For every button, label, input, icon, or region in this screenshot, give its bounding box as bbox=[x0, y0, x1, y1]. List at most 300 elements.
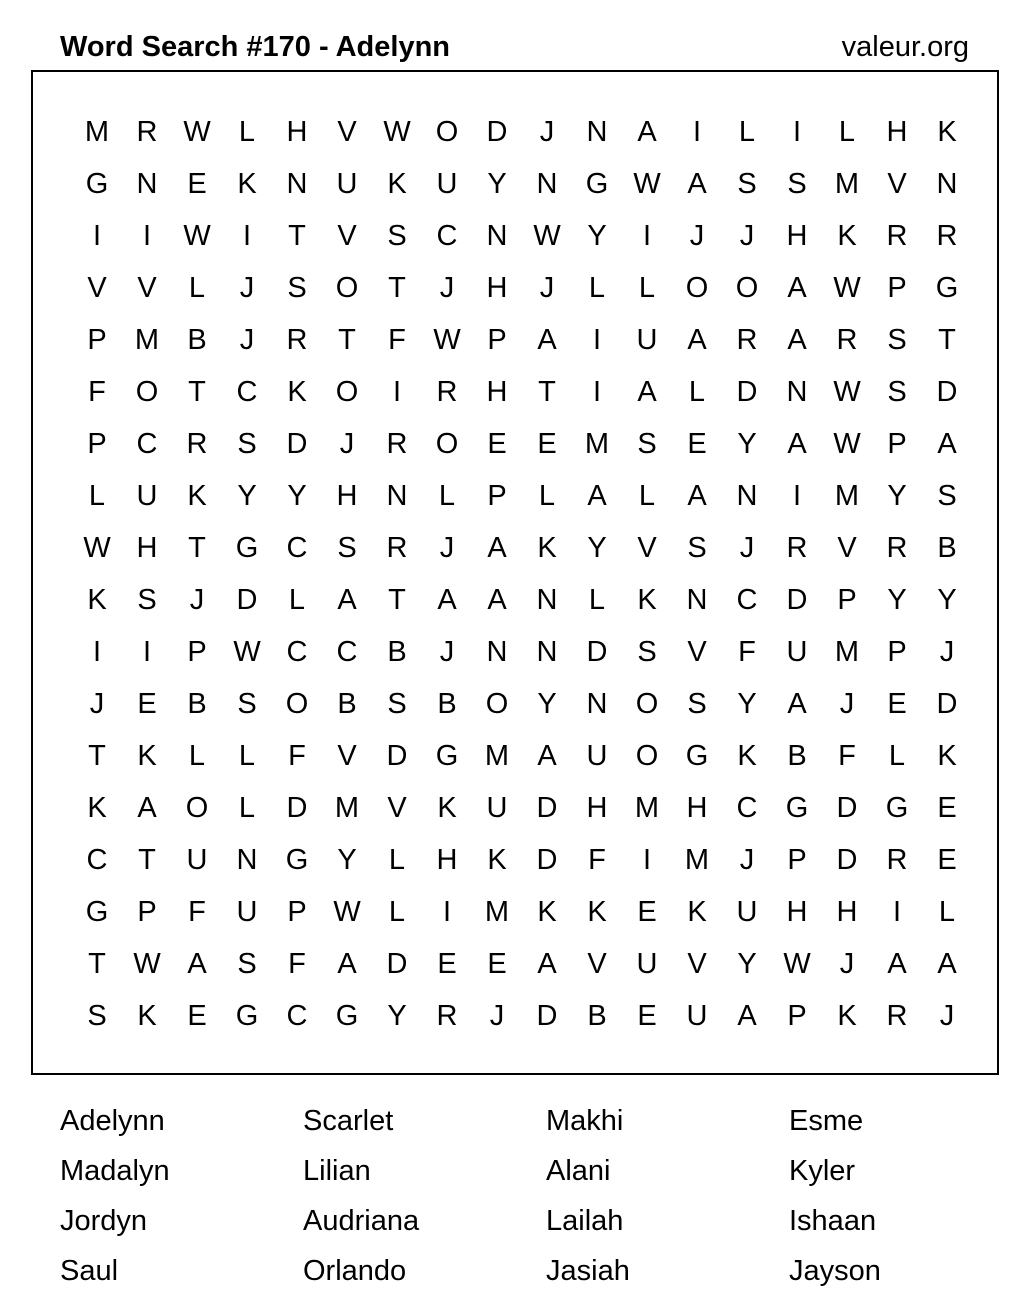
grid-letter: A bbox=[887, 948, 907, 980]
grid-letter: V bbox=[587, 948, 607, 980]
grid-letter: A bbox=[187, 948, 207, 980]
word-list-item: Jasiah bbox=[546, 1255, 630, 1287]
grid-letter: O bbox=[685, 272, 709, 304]
grid-letter: K bbox=[87, 792, 107, 824]
grid-letter: S bbox=[387, 688, 407, 720]
grid-letter: M bbox=[634, 792, 660, 824]
grid-letter: M bbox=[834, 168, 860, 200]
grid-letter: M bbox=[834, 636, 860, 668]
grid-letter: J bbox=[939, 1000, 955, 1032]
grid-letter: L bbox=[188, 740, 206, 772]
grid-letter: G bbox=[335, 1000, 359, 1032]
grid-letter: O bbox=[635, 688, 659, 720]
grid-letter: I bbox=[142, 636, 152, 668]
grid-letter: A bbox=[637, 116, 657, 148]
grid-letter: A bbox=[787, 272, 807, 304]
grid-letter: V bbox=[87, 272, 107, 304]
grid-letter: J bbox=[239, 272, 255, 304]
grid-letter: Y bbox=[237, 480, 257, 512]
grid-letter: J bbox=[939, 636, 955, 668]
grid-letter: N bbox=[286, 168, 308, 200]
word-list-item: Madalyn bbox=[60, 1155, 170, 1187]
grid-letter: H bbox=[786, 220, 808, 252]
grid-letter: J bbox=[539, 272, 555, 304]
grid-letter: O bbox=[635, 740, 659, 772]
grid-letter: G bbox=[235, 1000, 259, 1032]
grid-letter: K bbox=[937, 740, 957, 772]
grid-letter: A bbox=[737, 1000, 757, 1032]
grid-letter: O bbox=[335, 272, 359, 304]
grid-letter: K bbox=[937, 116, 957, 148]
grid-letter: W bbox=[633, 168, 661, 200]
grid-letter: U bbox=[136, 480, 158, 512]
grid-letter: G bbox=[885, 792, 909, 824]
grid-letter: A bbox=[687, 324, 707, 356]
grid-letter: I bbox=[792, 116, 802, 148]
grid-letter: W bbox=[133, 948, 161, 980]
grid-letter: R bbox=[186, 428, 208, 460]
grid-letter: K bbox=[537, 896, 557, 928]
grid-letter: A bbox=[537, 324, 557, 356]
grid-letter: G bbox=[435, 740, 459, 772]
grid-letter: M bbox=[684, 844, 710, 876]
grid-letter: I bbox=[592, 376, 602, 408]
grid-letter: A bbox=[537, 948, 557, 980]
grid-letter: V bbox=[687, 636, 707, 668]
grid-letter: N bbox=[536, 168, 558, 200]
grid-letter: C bbox=[736, 792, 758, 824]
grid-letter: H bbox=[886, 116, 908, 148]
grid-letter: I bbox=[392, 376, 402, 408]
grid-letter: S bbox=[937, 480, 957, 512]
grid-letter: L bbox=[438, 480, 456, 512]
grid-letter: J bbox=[839, 948, 855, 980]
grid-letter: T bbox=[188, 376, 206, 408]
grid-letter: Y bbox=[287, 480, 307, 512]
grid-letter: T bbox=[88, 740, 106, 772]
word-list-item: Audriana bbox=[303, 1205, 420, 1237]
grid-letter: P bbox=[887, 636, 907, 668]
grid-letter: I bbox=[442, 896, 452, 928]
grid-letter: D bbox=[836, 792, 858, 824]
grid-letter: K bbox=[137, 740, 157, 772]
grid-letter: G bbox=[785, 792, 809, 824]
grid-letter: S bbox=[787, 168, 807, 200]
grid-letter: J bbox=[739, 844, 755, 876]
grid-letter: F bbox=[188, 896, 206, 928]
grid-letter: S bbox=[887, 376, 907, 408]
grid-letter: K bbox=[687, 896, 707, 928]
grid-letter: K bbox=[737, 740, 757, 772]
grid-letter: W bbox=[833, 376, 861, 408]
grid-letter: L bbox=[938, 896, 956, 928]
word-list-item: Jayson bbox=[789, 1255, 881, 1287]
grid-letter: H bbox=[336, 480, 358, 512]
grid-letter: Y bbox=[537, 688, 557, 720]
grid-letter: Y bbox=[587, 220, 607, 252]
grid-letter: L bbox=[388, 844, 406, 876]
grid-letter: J bbox=[339, 428, 355, 460]
grid-letter: S bbox=[287, 272, 307, 304]
grid-letter: V bbox=[387, 792, 407, 824]
grid-letter: K bbox=[237, 168, 257, 200]
grid-letter: H bbox=[786, 896, 808, 928]
grid-letter: S bbox=[637, 636, 657, 668]
grid-letter: J bbox=[739, 220, 755, 252]
grid-letter: L bbox=[688, 376, 706, 408]
grid-letter: U bbox=[786, 636, 808, 668]
grid-letter: F bbox=[288, 948, 306, 980]
grid-letter: I bbox=[142, 220, 152, 252]
grid-letter: J bbox=[689, 220, 705, 252]
puzzle-board bbox=[31, 70, 999, 1075]
grid-letter: A bbox=[637, 376, 657, 408]
grid-letter: G bbox=[85, 896, 109, 928]
grid-letter: T bbox=[88, 948, 106, 980]
grid-letter: E bbox=[937, 844, 957, 876]
grid-letter: A bbox=[337, 584, 357, 616]
grid-letter: F bbox=[388, 324, 406, 356]
grid-letter: T bbox=[938, 324, 956, 356]
grid-letter: J bbox=[539, 116, 555, 148]
grid-letter: N bbox=[586, 116, 608, 148]
grid-letter: B bbox=[337, 688, 357, 720]
word-list-item: Scarlet bbox=[303, 1105, 394, 1137]
grid-letter: K bbox=[437, 792, 457, 824]
grid-letter: P bbox=[487, 324, 507, 356]
grid-letter: J bbox=[839, 688, 855, 720]
grid-letter: G bbox=[85, 168, 109, 200]
grid-letter: U bbox=[186, 844, 208, 876]
grid-letter: L bbox=[88, 480, 106, 512]
grid-letter: H bbox=[486, 272, 508, 304]
grid-letter: K bbox=[837, 1000, 857, 1032]
grid-letter: S bbox=[687, 688, 707, 720]
grid-letter: P bbox=[887, 272, 907, 304]
grid-letter: V bbox=[337, 220, 357, 252]
grid-letter: H bbox=[586, 792, 608, 824]
grid-letter: D bbox=[286, 792, 308, 824]
grid-letter: P bbox=[787, 1000, 807, 1032]
grid-letter: W bbox=[233, 636, 261, 668]
grid-letter: N bbox=[936, 168, 958, 200]
grid-letter: I bbox=[642, 220, 652, 252]
grid-letter: F bbox=[838, 740, 856, 772]
grid-letter: M bbox=[584, 428, 610, 460]
grid-letter: J bbox=[239, 324, 255, 356]
grid-letter: V bbox=[337, 116, 357, 148]
word-list-item: Kyler bbox=[789, 1155, 856, 1187]
grid-letter: G bbox=[935, 272, 959, 304]
grid-letter: N bbox=[236, 844, 258, 876]
grid-letter: L bbox=[638, 480, 656, 512]
grid-letter: D bbox=[536, 844, 558, 876]
grid-letter: S bbox=[637, 428, 657, 460]
grid-letter: M bbox=[134, 324, 160, 356]
grid-letter: V bbox=[887, 168, 907, 200]
grid-letter: A bbox=[787, 324, 807, 356]
grid-letter: Y bbox=[337, 844, 357, 876]
grid-letter: F bbox=[588, 844, 606, 876]
grid-letter: U bbox=[686, 1000, 708, 1032]
grid-letter: Y bbox=[887, 480, 907, 512]
grid-letter: W bbox=[833, 272, 861, 304]
grid-letter: N bbox=[536, 584, 558, 616]
grid-letter: H bbox=[486, 376, 508, 408]
grid-letter: A bbox=[487, 584, 507, 616]
grid-letter: L bbox=[388, 896, 406, 928]
grid-letter: W bbox=[533, 220, 561, 252]
grid-letter: W bbox=[383, 116, 411, 148]
grid-letter: B bbox=[187, 688, 207, 720]
grid-letter: L bbox=[888, 740, 906, 772]
grid-letter: R bbox=[886, 844, 908, 876]
grid-letter: G bbox=[285, 844, 309, 876]
letter-grid bbox=[72, 106, 972, 1042]
word-list-item: Lailah bbox=[546, 1205, 624, 1237]
grid-letter: O bbox=[285, 688, 309, 720]
grid-letter: U bbox=[736, 896, 758, 928]
grid-letter: C bbox=[336, 636, 358, 668]
site-name: valeur.org bbox=[841, 31, 969, 63]
grid-letter: E bbox=[187, 168, 207, 200]
grid-letter: U bbox=[636, 324, 658, 356]
grid-letter: B bbox=[187, 324, 207, 356]
grid-letter: D bbox=[536, 792, 558, 824]
grid-letter: C bbox=[736, 584, 758, 616]
grid-letter: L bbox=[588, 272, 606, 304]
word-list bbox=[60, 1096, 1030, 1296]
grid-letter: B bbox=[787, 740, 807, 772]
grid-letter: P bbox=[187, 636, 207, 668]
grid-letter: R bbox=[786, 532, 808, 564]
grid-letter: S bbox=[237, 948, 257, 980]
word-list-item: Lilian bbox=[303, 1155, 371, 1187]
word-list-item: Saul bbox=[60, 1255, 119, 1287]
grid-letter: T bbox=[538, 376, 556, 408]
grid-letter: E bbox=[137, 688, 157, 720]
grid-letter: B bbox=[937, 532, 957, 564]
grid-letter: L bbox=[538, 480, 556, 512]
grid-letter: D bbox=[786, 584, 808, 616]
grid-letter: I bbox=[692, 116, 702, 148]
grid-letter: K bbox=[487, 844, 507, 876]
grid-letter: W bbox=[783, 948, 811, 980]
grid-letter: N bbox=[536, 636, 558, 668]
word-list-item: Alani bbox=[546, 1155, 611, 1187]
grid-letter: V bbox=[687, 948, 707, 980]
grid-letter: U bbox=[336, 168, 358, 200]
grid-letter: H bbox=[436, 844, 458, 876]
grid-letter: A bbox=[787, 688, 807, 720]
grid-letter: S bbox=[387, 220, 407, 252]
grid-letter: J bbox=[489, 1000, 505, 1032]
grid-letter: U bbox=[236, 896, 258, 928]
grid-letter: C bbox=[236, 376, 258, 408]
grid-letter: I bbox=[892, 896, 902, 928]
grid-letter: L bbox=[238, 740, 256, 772]
grid-letter: P bbox=[887, 428, 907, 460]
grid-letter: S bbox=[237, 428, 257, 460]
grid-letter: G bbox=[235, 532, 259, 564]
grid-letter: R bbox=[386, 532, 408, 564]
grid-letter: V bbox=[837, 532, 857, 564]
grid-letter: R bbox=[286, 324, 308, 356]
grid-letter: Y bbox=[737, 688, 757, 720]
grid-letter: H bbox=[686, 792, 708, 824]
grid-letter: D bbox=[236, 584, 258, 616]
grid-letter: W bbox=[183, 116, 211, 148]
grid-letter: J bbox=[439, 532, 455, 564]
grid-letter: P bbox=[87, 324, 107, 356]
grid-letter: G bbox=[685, 740, 709, 772]
grid-letter: C bbox=[286, 636, 308, 668]
grid-letter: D bbox=[286, 428, 308, 460]
grid-letter: Y bbox=[587, 532, 607, 564]
grid-letter: U bbox=[436, 168, 458, 200]
grid-letter: M bbox=[84, 116, 110, 148]
grid-letter: L bbox=[738, 116, 756, 148]
grid-letter: A bbox=[787, 428, 807, 460]
grid-letter: I bbox=[242, 220, 252, 252]
grid-letter: K bbox=[187, 480, 207, 512]
grid-letter: F bbox=[88, 376, 106, 408]
grid-letter: V bbox=[637, 532, 657, 564]
grid-letter: V bbox=[337, 740, 357, 772]
grid-letter: W bbox=[833, 428, 861, 460]
grid-letter: O bbox=[135, 376, 159, 408]
word-list-item: Orlando bbox=[303, 1255, 407, 1287]
word-list-item: Jordyn bbox=[60, 1205, 148, 1237]
grid-letter: O bbox=[735, 272, 759, 304]
grid-letter: I bbox=[92, 636, 102, 668]
grid-letter: N bbox=[736, 480, 758, 512]
grid-letter: W bbox=[333, 896, 361, 928]
grid-letter: R bbox=[886, 532, 908, 564]
grid-letter: L bbox=[838, 116, 856, 148]
grid-letter: P bbox=[487, 480, 507, 512]
grid-letter: D bbox=[486, 116, 508, 148]
grid-letter: A bbox=[937, 948, 957, 980]
grid-letter: E bbox=[437, 948, 457, 980]
grid-letter: Y bbox=[737, 428, 757, 460]
grid-letter: M bbox=[334, 792, 360, 824]
grid-letter: S bbox=[87, 1000, 107, 1032]
grid-letter: A bbox=[437, 584, 457, 616]
grid-letter: T bbox=[388, 272, 406, 304]
grid-letter: D bbox=[586, 636, 608, 668]
grid-letter: J bbox=[739, 532, 755, 564]
grid-letter: K bbox=[87, 584, 107, 616]
grid-letter: M bbox=[834, 480, 860, 512]
grid-letter: L bbox=[638, 272, 656, 304]
grid-letter: M bbox=[484, 896, 510, 928]
grid-letter: D bbox=[936, 376, 958, 408]
page-title: Word Search #170 - Adelynn bbox=[60, 31, 451, 63]
grid-letter: Y bbox=[737, 948, 757, 980]
grid-letter: A bbox=[137, 792, 157, 824]
grid-letter: K bbox=[387, 168, 407, 200]
grid-letter: E bbox=[637, 1000, 657, 1032]
grid-letter: U bbox=[586, 740, 608, 772]
grid-letter: E bbox=[487, 428, 507, 460]
grid-letter: A bbox=[687, 168, 707, 200]
grid-letter: E bbox=[537, 428, 557, 460]
grid-letter: E bbox=[887, 688, 907, 720]
grid-letter: T bbox=[138, 844, 156, 876]
grid-letter: T bbox=[338, 324, 356, 356]
grid-letter: I bbox=[792, 480, 802, 512]
grid-letter: S bbox=[237, 688, 257, 720]
grid-letter: U bbox=[486, 792, 508, 824]
grid-letter: H bbox=[836, 896, 858, 928]
grid-letter: H bbox=[286, 116, 308, 148]
grid-letter: R bbox=[836, 324, 858, 356]
word-list-item: Adelynn bbox=[60, 1105, 165, 1137]
grid-letter: D bbox=[386, 740, 408, 772]
grid-letter: A bbox=[587, 480, 607, 512]
grid-letter: D bbox=[836, 844, 858, 876]
grid-letter: S bbox=[687, 532, 707, 564]
grid-letter: P bbox=[87, 428, 107, 460]
grid-letter: O bbox=[335, 376, 359, 408]
grid-letter: C bbox=[286, 532, 308, 564]
grid-letter: A bbox=[487, 532, 507, 564]
word-list-item: Ishaan bbox=[789, 1205, 877, 1237]
grid-letter: N bbox=[386, 480, 408, 512]
grid-letter: R bbox=[886, 1000, 908, 1032]
word-list-item: Esme bbox=[789, 1105, 864, 1137]
grid-letter: N bbox=[486, 220, 508, 252]
grid-letter: L bbox=[588, 584, 606, 616]
grid-letter: M bbox=[484, 740, 510, 772]
grid-letter: P bbox=[787, 844, 807, 876]
grid-letter: F bbox=[288, 740, 306, 772]
grid-letter: A bbox=[687, 480, 707, 512]
grid-letter: D bbox=[386, 948, 408, 980]
grid-letter: O bbox=[185, 792, 209, 824]
grid-letter: J bbox=[189, 584, 205, 616]
grid-letter: R bbox=[936, 220, 958, 252]
grid-letter: L bbox=[288, 584, 306, 616]
grid-letter: B bbox=[387, 636, 407, 668]
grid-letter: K bbox=[537, 532, 557, 564]
grid-letter: R bbox=[886, 220, 908, 252]
grid-letter: E bbox=[487, 948, 507, 980]
grid-letter: W bbox=[433, 324, 461, 356]
grid-letter: R bbox=[736, 324, 758, 356]
grid-letter: Y bbox=[387, 1000, 407, 1032]
grid-letter: R bbox=[136, 116, 158, 148]
grid-letter: D bbox=[536, 1000, 558, 1032]
grid-letter: P bbox=[137, 896, 157, 928]
grid-letter: N bbox=[786, 376, 808, 408]
grid-letter: J bbox=[439, 636, 455, 668]
grid-letter: J bbox=[439, 272, 455, 304]
grid-letter: K bbox=[287, 376, 307, 408]
grid-letter: A bbox=[537, 740, 557, 772]
grid-letter: K bbox=[837, 220, 857, 252]
word-list-item: Makhi bbox=[546, 1105, 624, 1137]
grid-letter: U bbox=[636, 948, 658, 980]
grid-letter: V bbox=[137, 272, 157, 304]
grid-letter: W bbox=[83, 532, 111, 564]
grid-letter: A bbox=[937, 428, 957, 460]
grid-letter: S bbox=[137, 584, 157, 616]
grid-letter: L bbox=[188, 272, 206, 304]
grid-letter: C bbox=[286, 1000, 308, 1032]
grid-letter: W bbox=[183, 220, 211, 252]
